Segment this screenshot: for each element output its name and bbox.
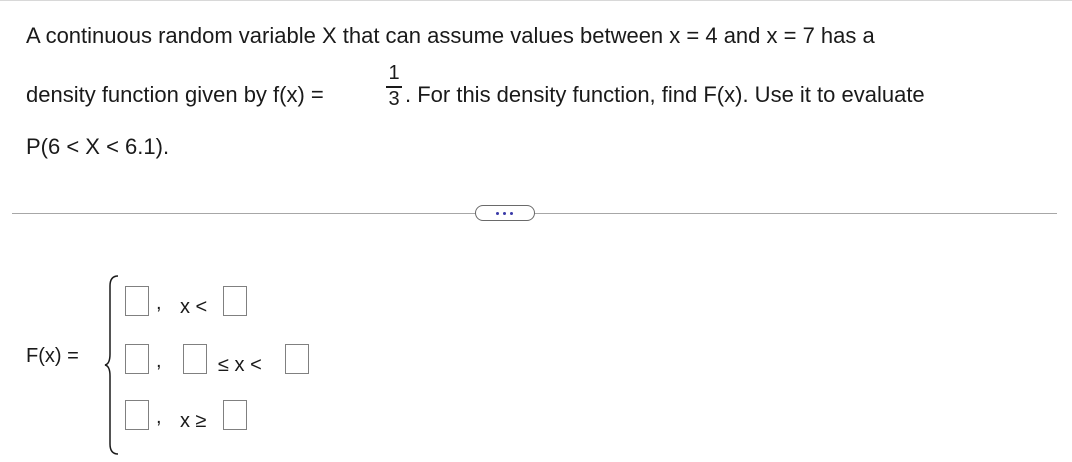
dot-icon: [503, 212, 506, 215]
question-line-3: P(6 < X < 6.1).: [26, 134, 170, 159]
row3-bound-input[interactable]: [223, 400, 247, 430]
row1-value-input[interactable]: [125, 286, 149, 316]
row1-comma: ,: [156, 292, 162, 314]
answer-area: [0, 260, 1072, 460]
question-line-2-rest: . For this density function, find F(x). Use it to evaluate: [405, 82, 925, 107]
row3-condition: x ≥: [180, 410, 207, 432]
question-line-2: [26, 82, 324, 108]
row3-comma: ,: [156, 406, 162, 428]
row2-lower-input[interactable]: [183, 344, 207, 374]
top-border: [0, 0, 1072, 1]
row3-value-input[interactable]: [125, 400, 149, 430]
row1-bound-input[interactable]: [223, 286, 247, 316]
density-prefix: density function given by f(x) =: [26, 82, 324, 107]
row2-upper-input[interactable]: [285, 344, 309, 374]
row2-condition: ≤ x <: [218, 354, 262, 376]
row2-comma: ,: [156, 350, 162, 372]
fraction-numerator: 1: [388, 62, 400, 84]
left-brace-icon: [104, 274, 120, 456]
dot-icon: [496, 212, 499, 215]
row1-condition: x <: [180, 296, 208, 318]
fx-label: F(x) =: [26, 345, 79, 367]
question-line-1: A continuous random variable X that can assume values between x = 4 and x = 7 has a: [26, 23, 875, 48]
row2-value-input[interactable]: [125, 344, 149, 374]
fraction-denominator: 3: [388, 88, 400, 110]
dot-icon: [510, 212, 513, 215]
more-options-button[interactable]: [475, 205, 535, 221]
